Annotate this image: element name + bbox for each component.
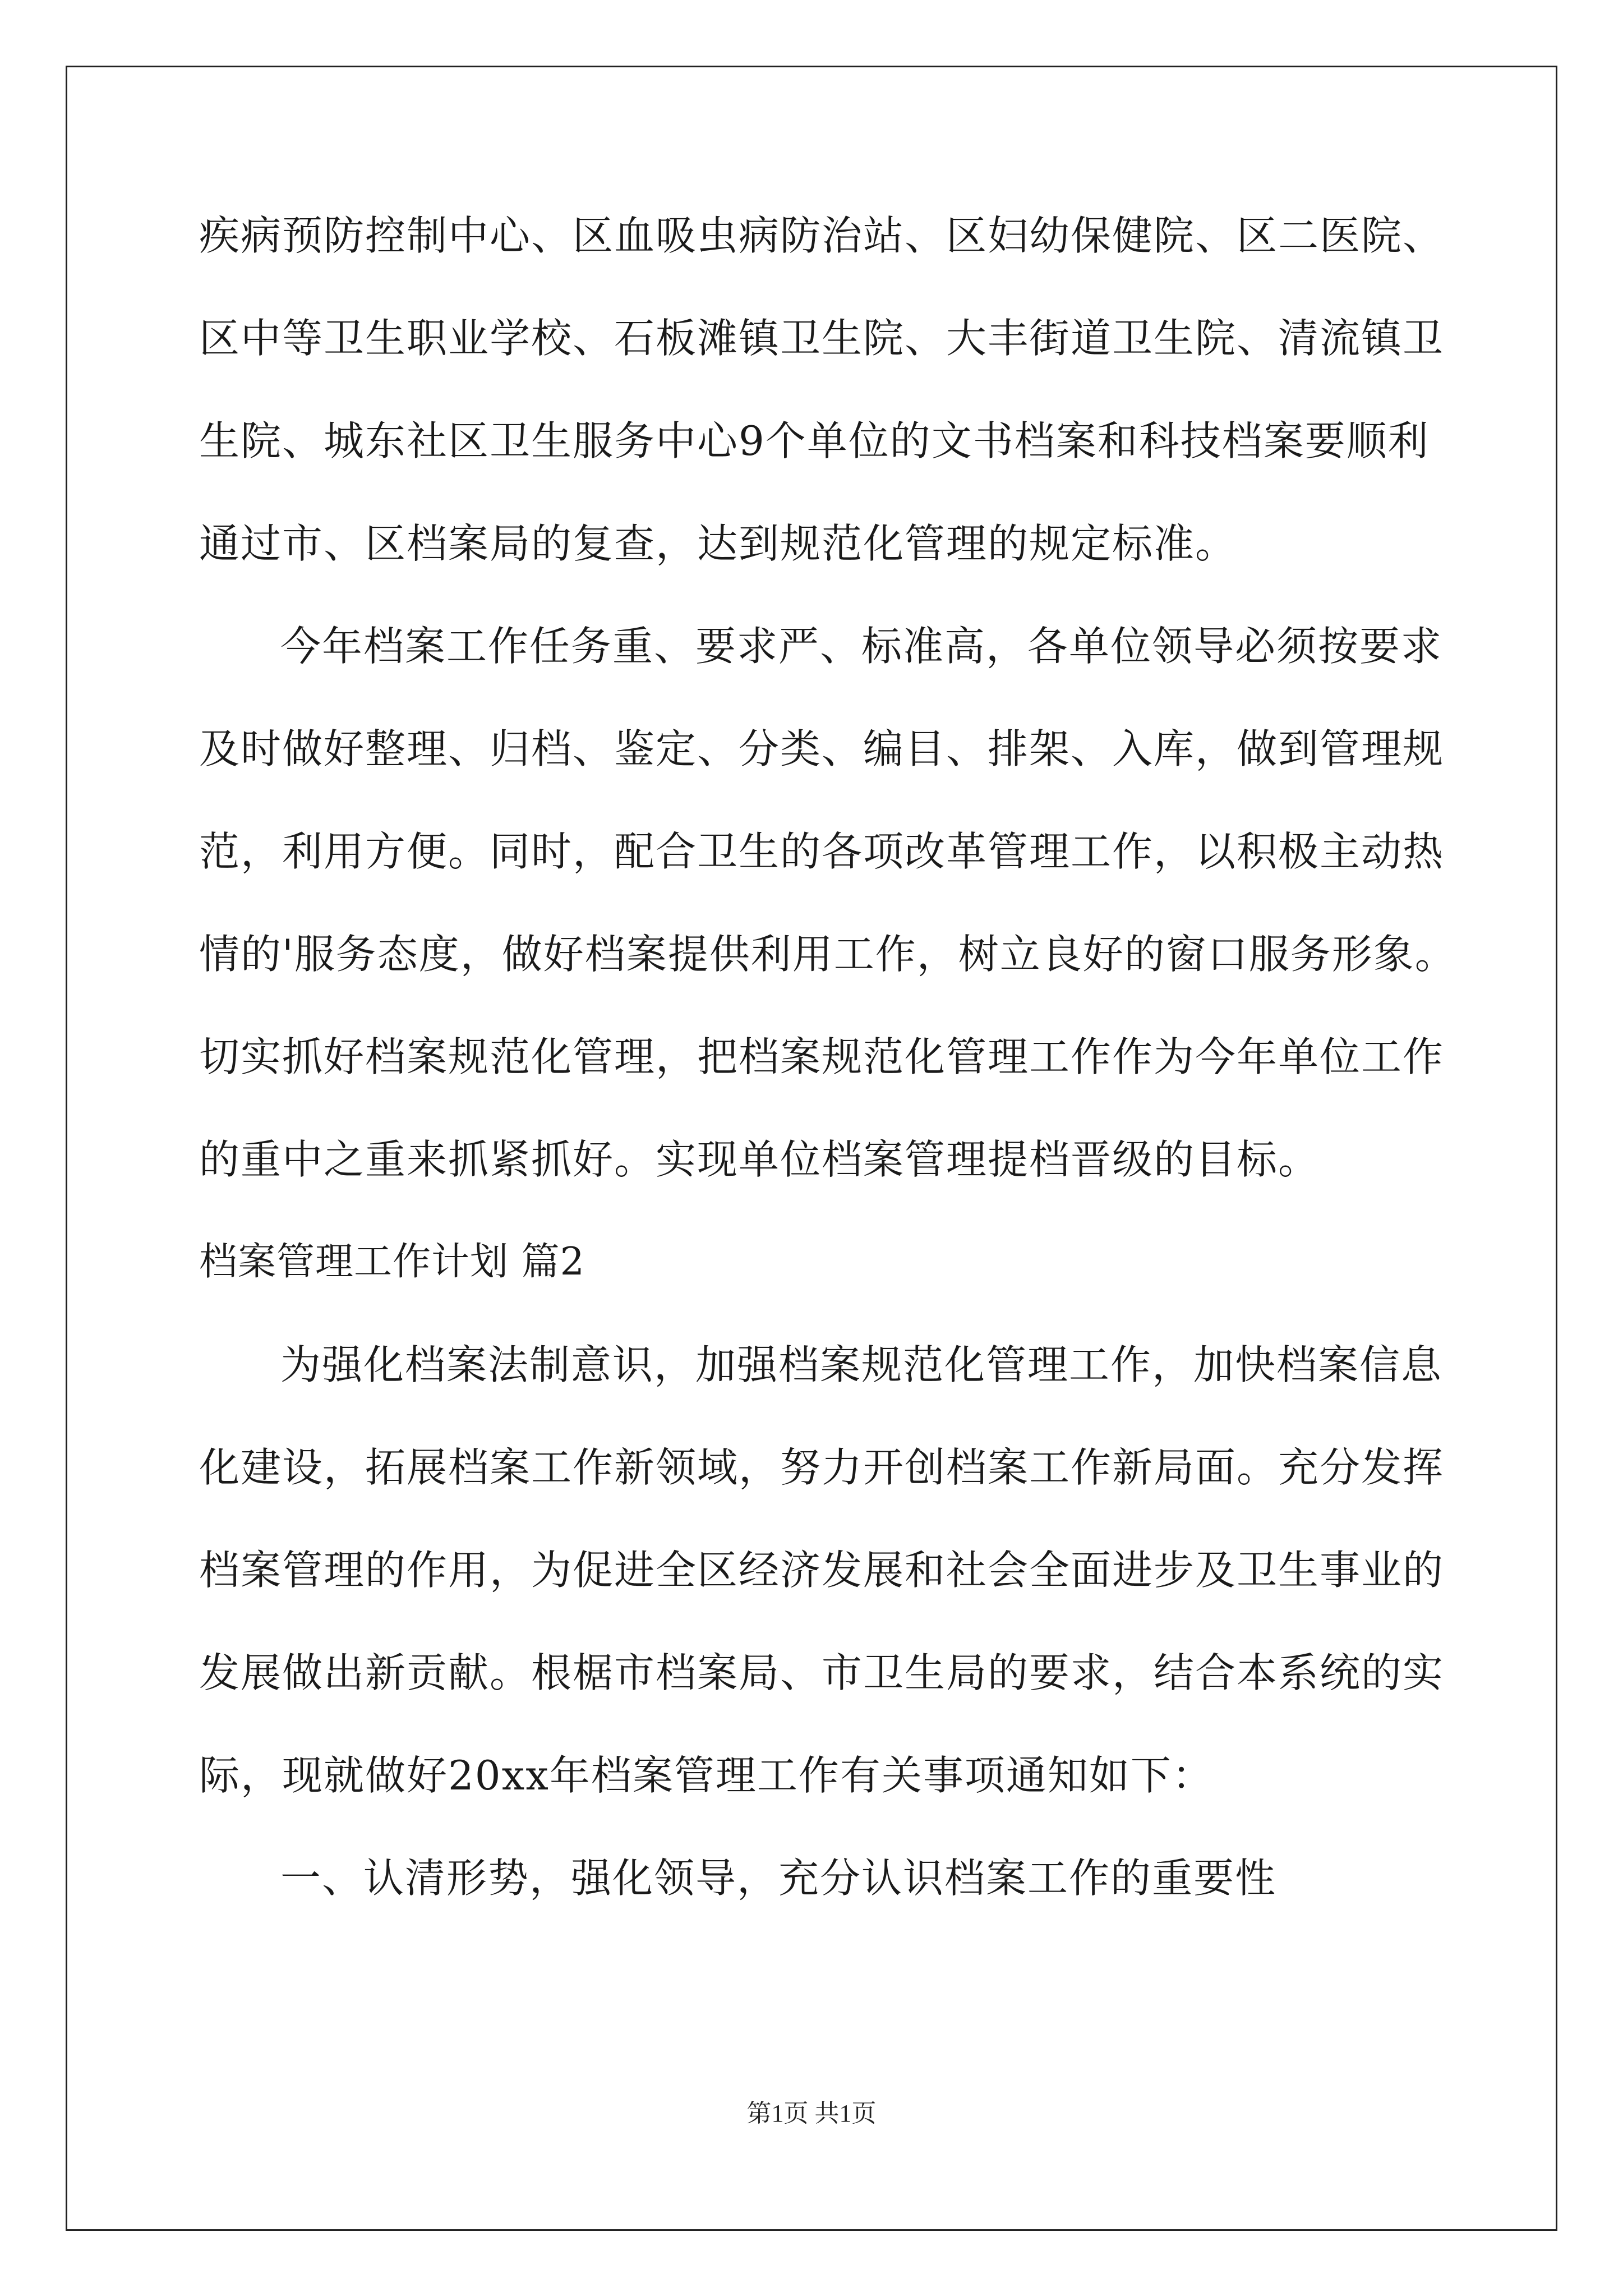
text-line: 的重中之重来抓紧抓好。实现单位档案管理提档晋级的目标。 [199,1136,1320,1183]
text-line: 范，利用方便。同时，配合卫生的各项改革管理工作，以积极主动热 [199,828,1445,875]
paragraph-first-line: 今年档案工作任务重、要求严、标准高，各单位领导必须按要求 [280,623,1443,670]
text-line: 通过市、区档案局的复查，达到规范化管理的规定标准。 [199,520,1237,567]
page-footer: 第1页 共1页 [746,2100,877,2127]
text-line: 疾病预防控制中心、区血吸虫病防治站、区妇幼保健院、区二医院、 [199,212,1445,259]
text-line: 及时做好整理、归档、鉴定、分类、编目、排架、入库，做到管理规 [199,725,1445,772]
text-line: 切实抓好档案规范化管理，把档案规范化管理工作作为今年单位工作 [199,1033,1445,1080]
text-line: 区中等卫生职业学校、石板滩镇卫生院、大丰街道卫生院、清流镇卫 [199,315,1445,362]
text-line: 情的'服务态度，做好档案提供利用工作，树立良好的窗口服务形象。 [199,931,1456,978]
text-line: 发展做出新贡献。根椐市档案局、市卫生局的要求，结合本系统的实 [199,1649,1445,1696]
text-line: 化建设，拓展档案工作新领域，努力开创档案工作新局面。充分发挥 [199,1444,1445,1491]
text-line: 际，现就做好20xx年档案管理工作有关事项通知如下： [199,1752,1214,1799]
text-line: 生院、城东社区卫生服务中心9个单位的文书档案和科技档案要顺利 [199,417,1430,464]
paragraph-first-line: 为强化档案法制意识，加强档案规范化管理工作，加快档案信息 [280,1341,1443,1388]
text-line: 档案管理的作用，为促进全区经济发展和社会全面进步及卫生事业的 [199,1547,1445,1594]
subsection-heading: 一、认清形势，强化领导，充分认识档案工作的重要性 [280,1855,1277,1902]
section-heading: 档案管理工作计划 篇2 [199,1240,585,1284]
